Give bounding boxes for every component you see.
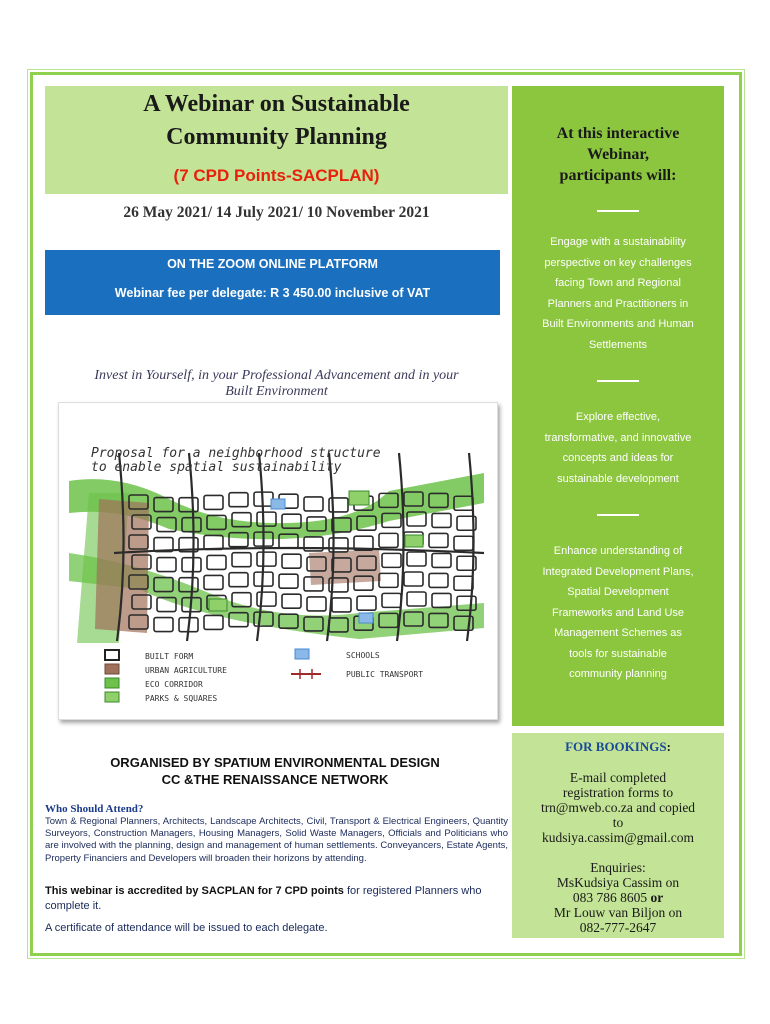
city-block (257, 552, 276, 566)
divider (597, 380, 639, 382)
city-block (382, 593, 401, 607)
city-block (204, 495, 223, 509)
city-block (154, 618, 173, 632)
invest-line-1: Invest in Yourself, in your Professional Advancement and in your (94, 368, 459, 383)
platform-box (45, 250, 500, 315)
invest-tagline (45, 368, 508, 400)
city-block (379, 573, 398, 587)
legend-swatch-schools (295, 649, 309, 659)
outcomes-heading-line-3: participants will: (559, 167, 677, 184)
divider (597, 514, 639, 516)
park (209, 599, 227, 611)
who-should-attend-heading: Who Should Attend? (45, 803, 144, 815)
city-block (432, 513, 451, 527)
phone-2[interactable]: 082-777-2647 (579, 920, 657, 935)
bookings-instructions: E-mail completed registration forms to trn@mweb.co.za and copied to kudsiya.cassim@gmail.com (512, 770, 724, 845)
city-block (204, 575, 223, 589)
accreditation-text: This webinar is accredited by SACPLAN for 7 CPD points for registered Planners who complete it. (45, 885, 482, 912)
main-street (327, 453, 334, 641)
city-block (407, 552, 426, 566)
title-line-2: Community Planning (166, 124, 387, 150)
main-street (187, 453, 194, 641)
city-block (232, 553, 251, 567)
city-block (429, 573, 448, 587)
title-line-1: A Webinar on Sustainable (143, 91, 410, 117)
city-block (307, 597, 326, 611)
city-block (282, 594, 301, 608)
phone-1[interactable]: 083 786 8605 (572, 890, 648, 905)
city-block (279, 574, 298, 588)
neighborhood-map-image (58, 402, 498, 720)
city-block (204, 535, 223, 549)
bookings-panel (512, 733, 724, 938)
city-block (432, 593, 451, 607)
bookings-heading: FOR BOOKINGS: (565, 739, 671, 754)
city-block (329, 538, 348, 552)
city-block (357, 596, 376, 610)
who-should-attend-text: Town & Regional Planners, Architects, Landscape Architects, Civil, Transport & Electrical Engineers, Quantity Surveyors, Construction Managers, Housing Managers, Solid Waste Managers, Officials and Politicians who are involved with the planning, design and management of human settlements. Conveyancers, Estate Agents, Property Financiers and Developers will broaden their horizons by attending. (45, 816, 508, 864)
enquiries: Enquiries: MsKudsiya Cassim on 083 786 8605 or Mr Louw van Biljon on 082-777-2647 (512, 860, 724, 935)
invest-line-2: Built Environment (225, 384, 328, 399)
legend-built-form: BUILT FORM (145, 652, 194, 661)
legend-urban-agriculture: URBAN AGRICULTURE (145, 666, 227, 675)
legend-swatch-eco-corridor (105, 678, 119, 688)
title-box (45, 86, 508, 194)
city-block (454, 536, 473, 550)
neighborhood-map (59, 403, 499, 721)
webinar-dates: 26 May 2021/ 14 July 2021/ 10 November 2021 (123, 204, 430, 221)
city-block (407, 592, 426, 606)
city-block (157, 558, 176, 572)
outcomes-panel (512, 86, 724, 726)
city-block (454, 576, 473, 590)
booking-email-link[interactable]: trn@mweb.co.za and copied (540, 800, 696, 815)
city-block (229, 573, 248, 587)
city-block (404, 572, 423, 586)
city-block (229, 493, 248, 507)
legend-public-transport: PUBLIC TRANSPORT (346, 670, 424, 679)
outcome-engage: Engage with a sustainability perspective on key challenges facing Town and Regional Planners and Practitioners in Built Environments and Human Settlements (542, 236, 694, 351)
copy-email-link[interactable]: kudsiya.cassim@gmail.com (542, 830, 694, 845)
city-block (304, 497, 323, 511)
city-block (382, 553, 401, 567)
park (349, 491, 369, 505)
park (405, 535, 423, 547)
certificate-note: A certificate of attendance will be issued to each delegate. (45, 922, 328, 934)
outcomes-heading (512, 123, 724, 186)
legend-swatch-urban-agriculture (105, 664, 119, 674)
school (271, 499, 285, 509)
outcome-enhance: Enhance understanding of Integrated Development Plans, Spatial Development Frameworks and Land Use Management Schemes as tools for sustainable community planning (542, 545, 694, 680)
fee-label: Webinar fee per delegate: R 3 450.00 inclusive of VAT (114, 286, 431, 300)
platform-label: ON THE ZOOM ONLINE PLATFORM (167, 257, 378, 271)
legend-eco-corridor: ECO CORRIDOR (145, 680, 203, 689)
city-block (282, 554, 301, 568)
city-block (182, 558, 201, 572)
city-block (429, 533, 448, 547)
urban-agriculture-west (95, 499, 149, 633)
city-block (332, 598, 351, 612)
legend-parks: PARKS & SQUARES (145, 694, 218, 703)
map-title-line-2: to enable spatial sustainability (91, 460, 342, 475)
city-block (207, 555, 226, 569)
school (359, 613, 373, 623)
city-block (257, 592, 276, 606)
legend-swatch-parks (105, 692, 119, 702)
divider (597, 210, 639, 212)
city-block (379, 533, 398, 547)
legend-swatch-built-form (105, 650, 119, 660)
cpd-points: (7 CPD Points-SACPLAN) (173, 166, 380, 185)
urban-agriculture-center (309, 549, 381, 585)
organiser-heading: ORGANISED BY SPATIUM ENVIRONMENTAL DESIGN CC &THE RENAISSANCE NETWORK (110, 755, 440, 787)
city-block (432, 553, 451, 567)
city-block (204, 615, 223, 629)
legend-schools: SCHOOLS (346, 651, 380, 660)
outcome-explore: Explore effective, transformative, and innovative concepts and ideas for sustainable development (544, 411, 692, 485)
map-title-line-1: Proposal for a neighborhood structure (91, 446, 381, 461)
outcomes-heading-line-2: Webinar, (586, 146, 650, 163)
outcomes-heading-line-1: At this interactive (556, 125, 680, 142)
